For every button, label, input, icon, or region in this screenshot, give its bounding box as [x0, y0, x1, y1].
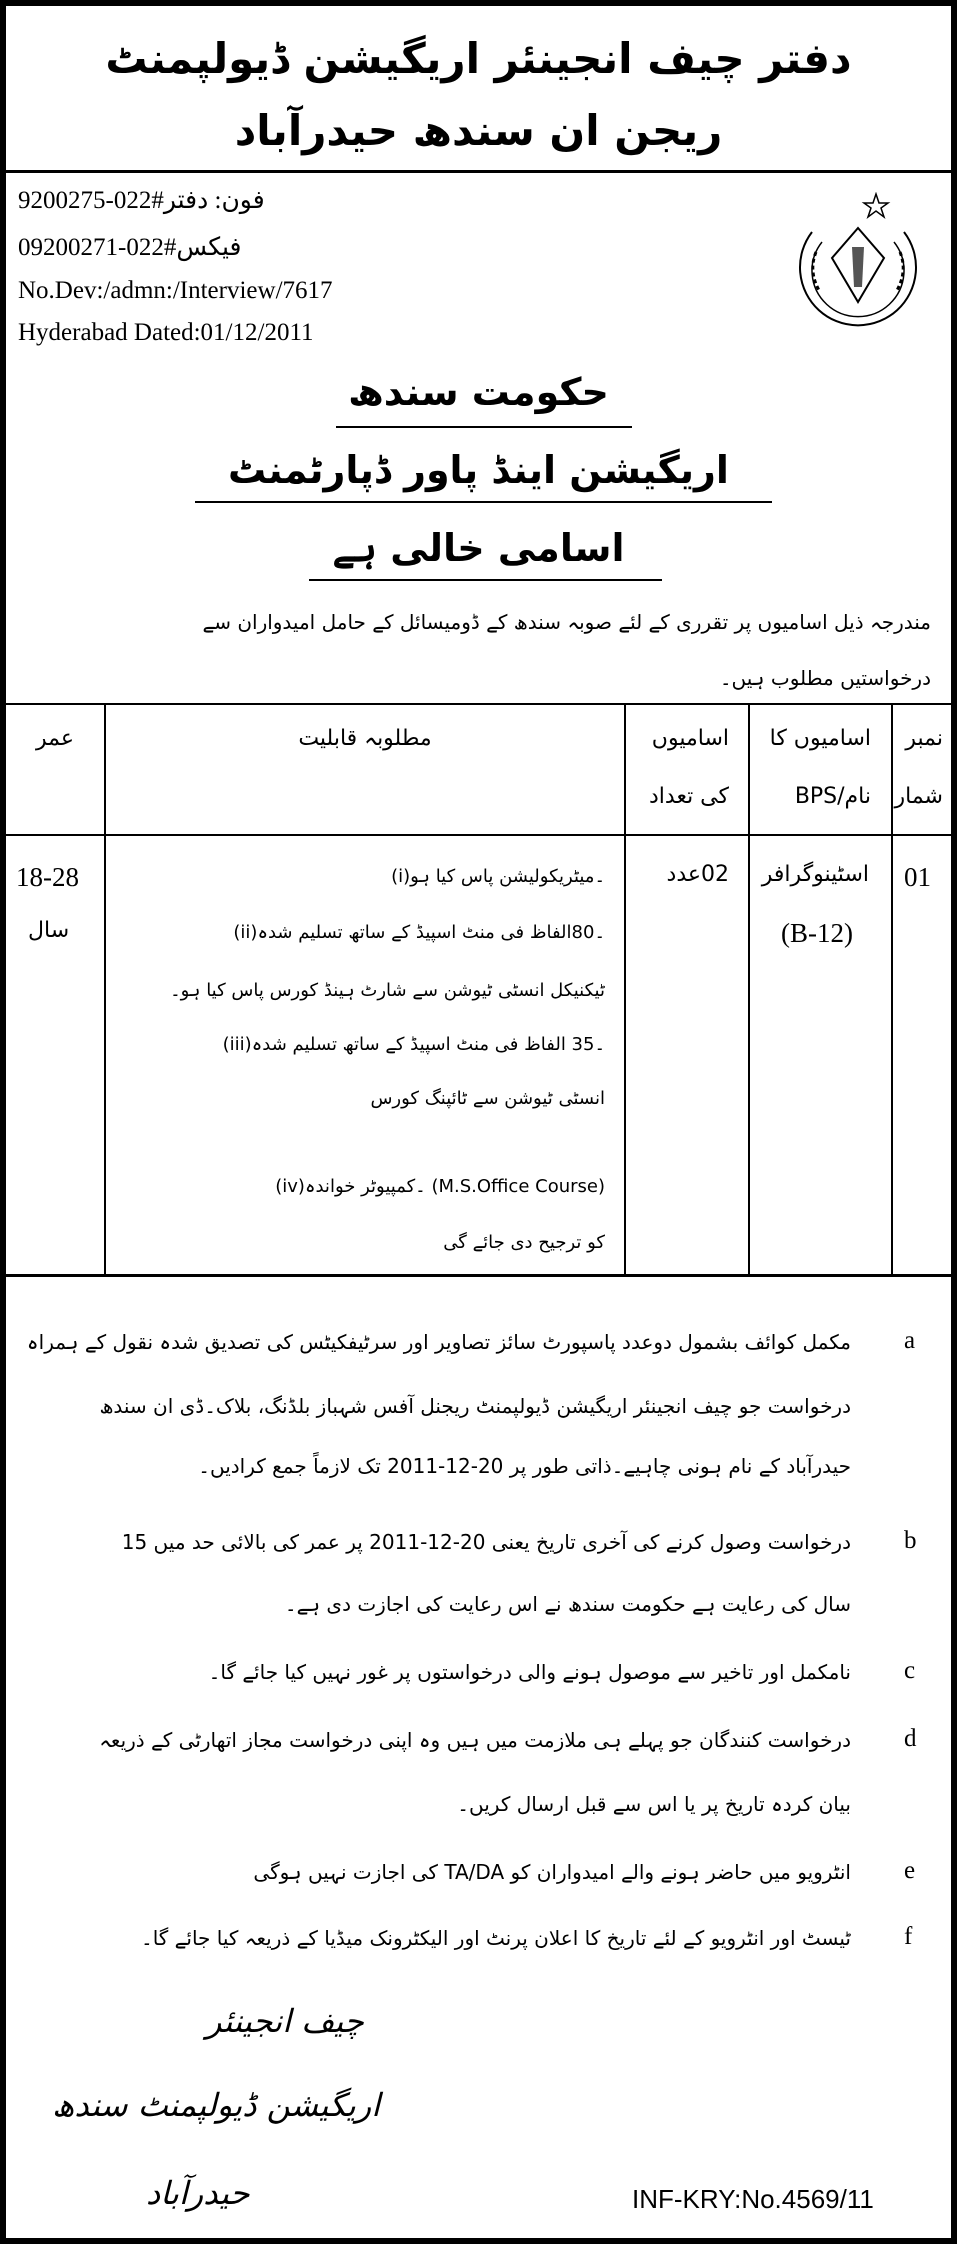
sindh-emblem-logo — [792, 192, 924, 356]
reference-number: No.Dev:/admn:/Interview/7617 — [18, 277, 333, 304]
header-serial: شمار — [894, 784, 943, 809]
note-letter: b — [904, 1527, 917, 1554]
note-letter: c — [904, 1657, 916, 1684]
header-serial: نمبر — [905, 726, 943, 751]
note-line: سال کی رعایت ہے حکومت سندھ نے اس رعایت کی اجازت دی ہے۔ — [284, 1592, 851, 1616]
note-letter: e — [904, 1857, 916, 1884]
government-title: حکومت سندھ — [348, 370, 609, 414]
table-border — [891, 703, 893, 1275]
table-border — [624, 703, 626, 1275]
date: Hyderabad Dated:01/12/2011 — [18, 319, 314, 346]
header-line-1: دفتر چیف انجینئر اریگیشن ڈیولپمنٹ — [105, 34, 852, 83]
note-line: درخواست وصول کرنے کی آخری تاریخ یعنی 20-12-2011 پر عمر کی بالائی حد میں 15 — [121, 1530, 851, 1554]
note-line: مکمل کوائف بشمول دوعدد پاسپورٹ سائز تصاویر اور سرٹیفکیٹس کی تصدیق شدہ نقول کے ہمراہ — [26, 1330, 851, 1354]
department-title: اریگیشن اینڈ پاور ڈپارٹمنٹ — [228, 448, 729, 492]
vacancy-title: اسامی خالی ہے — [332, 526, 625, 570]
age-unit: سال — [28, 918, 70, 943]
post-name: اسٹینوگرافر — [761, 862, 869, 887]
note-line: حیدرآباد کے نام ہونی چاہیے۔ذاتی طور پر 20-12-2011 تک لازماً جمع کرادیں۔ — [198, 1454, 851, 1478]
footer-reference: INF-KRY:No.4569/11 — [632, 2184, 874, 2214]
note-letter: d — [904, 1725, 917, 1752]
note-line: درخواست کنندگان جو پہلے ہی ملازمت میں ہیں وہ اپنی درخواست مجاز اتھارٹی کے ذریعہ — [99, 1728, 851, 1752]
qualification-line: (iii)۔35 الفاظ فی منٹ اسپیڈ کے ساتھ تسلیم شدہ — [222, 1034, 605, 1055]
qualification-line: (ii)۔80الفاظ فی منٹ اسپیڈ کے ساتھ تسلیم شدہ — [233, 922, 605, 943]
header-post: اسامیوں کا — [769, 726, 871, 751]
table-border — [104, 703, 106, 1275]
qualification-line: کو ترجیح دی جائے گی — [443, 1232, 605, 1253]
post-bps: (B-12) — [781, 918, 853, 948]
table-border — [748, 703, 750, 1275]
intro-line-1: مندرجہ ذیل اسامیوں پر تقرری کے لئے صوبہ سندھ کے ڈومیسائل کے حامل امیدواران سے — [202, 610, 931, 634]
note-letter: f — [904, 1923, 913, 1950]
underline — [336, 426, 632, 428]
underline — [309, 579, 662, 581]
qualification-line: ٹیکنیکل انسٹی ٹیوشن سے شارٹ ہینڈ کورس پاس کیا ہو۔ — [170, 980, 605, 1001]
post-count: 02عدد — [666, 862, 729, 887]
serial-number: 01 — [904, 862, 931, 892]
header-line-2: ریجن ان سندھ حیدرآباد — [234, 106, 723, 155]
note-letter: a — [904, 1327, 916, 1354]
fax-number: فیکس#022-09200271 — [18, 234, 242, 261]
qualification-line: (iv)۔کمپیوٹر خواندہ (M.S.Office Course) — [275, 1176, 605, 1197]
header-qualification: مطلوبہ قابلیت — [298, 726, 432, 751]
intro-line-2: درخواستیں مطلوب ہیں۔ — [719, 666, 931, 690]
table-border — [6, 1274, 951, 1277]
signature-title: چیف انجینئر — [206, 2002, 364, 2040]
signature-city: حیدرآباد — [146, 2174, 250, 2212]
phone-number: فون: دفتر#022-9200275 — [18, 187, 265, 214]
note-line: درخواست جو چیف انجینئر اریگیشن ڈیولپمنٹ ریجنل آفس شہباز بلڈنگ، بلاک۔ڈی ان سندھ — [99, 1394, 851, 1418]
table-border — [6, 703, 951, 705]
header-count: کی تعداد — [649, 784, 729, 809]
header-age: عمر — [36, 726, 74, 751]
underline — [195, 501, 772, 503]
divider — [6, 170, 951, 173]
note-line: انٹرویو میں حاضر ہونے والے امیدواران کو TA/DA کی اجازت نہیں ہوگی — [253, 1860, 851, 1884]
table-border — [6, 834, 951, 836]
note-line: ٹیسٹ اور انٹرویو کے لئے تاریخ کا اعلان پرنٹ اور الیکٹرونک میڈیا کے ذریعہ کیا جائے گا۔ — [140, 1926, 851, 1950]
qualification-line: انسٹی ٹیوشن سے ٹائپنگ کورس — [370, 1088, 605, 1109]
age-range: 18-28 — [16, 862, 79, 892]
note-line: بیان کردہ تاریخ پر یا اس سے قبل ارسال کریں۔ — [457, 1792, 851, 1816]
note-line: نامکمل اور تاخیر سے موصول ہونے والی درخواستوں پر غور نہیں کیا جائے گا۔ — [208, 1660, 851, 1684]
signature-department: اریگیشن ڈیولپمنٹ سندھ — [52, 2086, 381, 2124]
header-post: نام/BPS — [794, 784, 871, 809]
header-count: اسامیوں — [651, 726, 729, 751]
qualification-line: (i)۔میٹریکولیشن پاس کیا ہو — [391, 866, 605, 887]
